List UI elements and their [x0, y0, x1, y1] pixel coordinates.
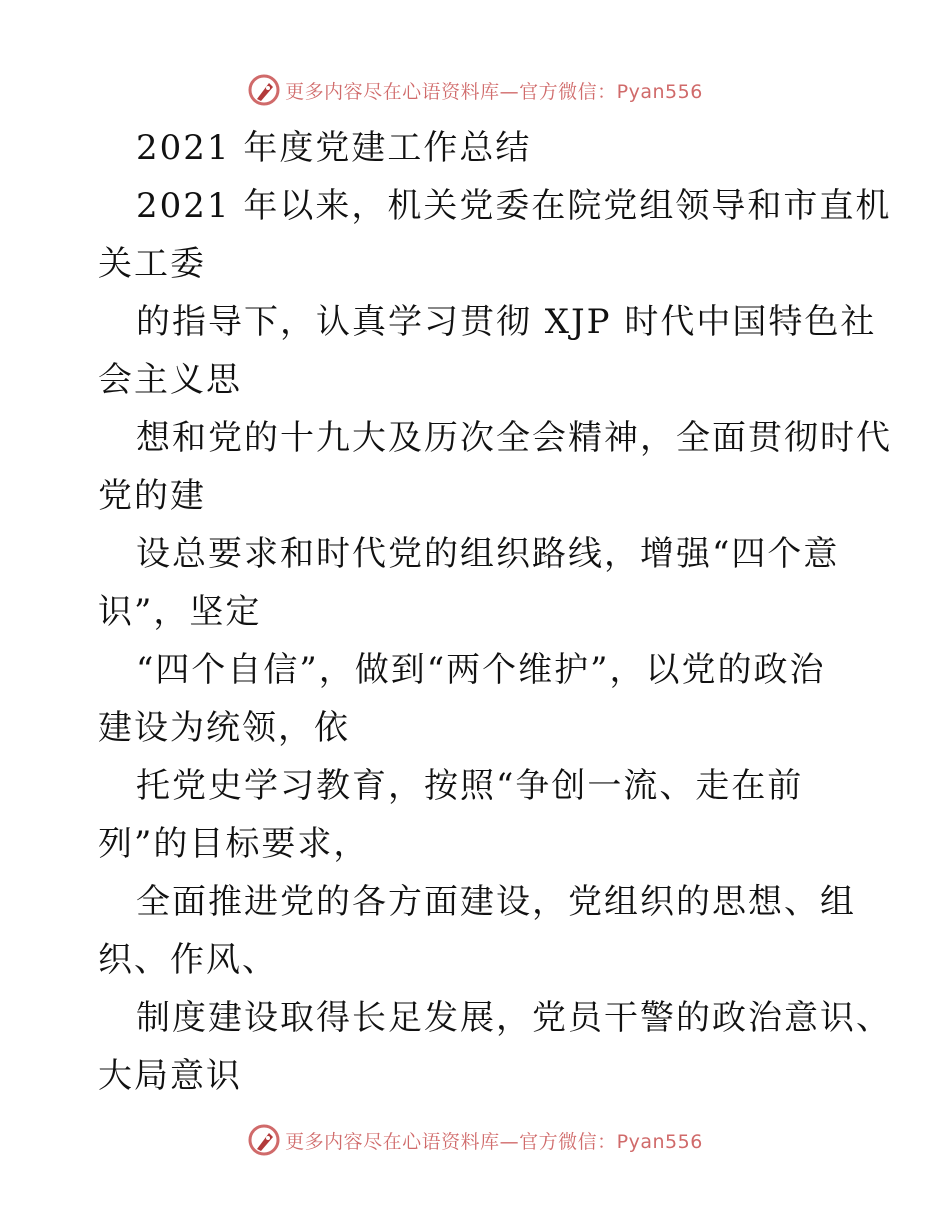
header-banner	[0, 70, 950, 110]
document-title: 2021 年度党建工作总结	[136, 128, 532, 168]
text-line: 大局意识	[98, 1056, 242, 1096]
text-line: 列”的目标要求，	[98, 824, 370, 864]
text-line: 制度建设取得长足发展，党员干警的政治意识、	[136, 998, 892, 1038]
text-line: 全面推进党的各方面建设，党组织的思想、组	[136, 882, 856, 922]
banner-text: 更多内容尽在心语资料库—官方微信：Pyan556	[285, 1130, 703, 1153]
text-line: 建设为统领，依	[98, 708, 350, 748]
banner-text: 更多内容尽在心语资料库—官方微信：Pyan556	[285, 80, 703, 103]
text-line: 识”，坚定	[98, 592, 262, 632]
text-line: 想和党的十九大及历次全会精神，全面贯彻时代	[136, 418, 892, 458]
pen-nib-logo-icon	[247, 73, 281, 107]
footer-banner	[0, 1120, 950, 1160]
text-line: 关工委	[98, 244, 206, 284]
text-line: 会主义思	[98, 360, 242, 400]
pen-nib-logo-icon	[247, 1123, 281, 1157]
text-line: “四个自信”，做到“两个维护”，以党的政治	[136, 650, 826, 690]
text-line: 2021 年以来，机关党委在院党组领导和市直机	[136, 186, 892, 226]
text-line: 党的建	[98, 476, 206, 516]
text-line: 织、作风、	[98, 940, 278, 980]
text-line: 设总要求和时代党的组织路线，增强“四个意	[136, 534, 840, 574]
text-line: 的指导下，认真学习贯彻 XJP 时代中国特色社	[136, 302, 877, 342]
text-line: 托党史学习教育，按照“争创一流、走在前	[136, 766, 804, 806]
